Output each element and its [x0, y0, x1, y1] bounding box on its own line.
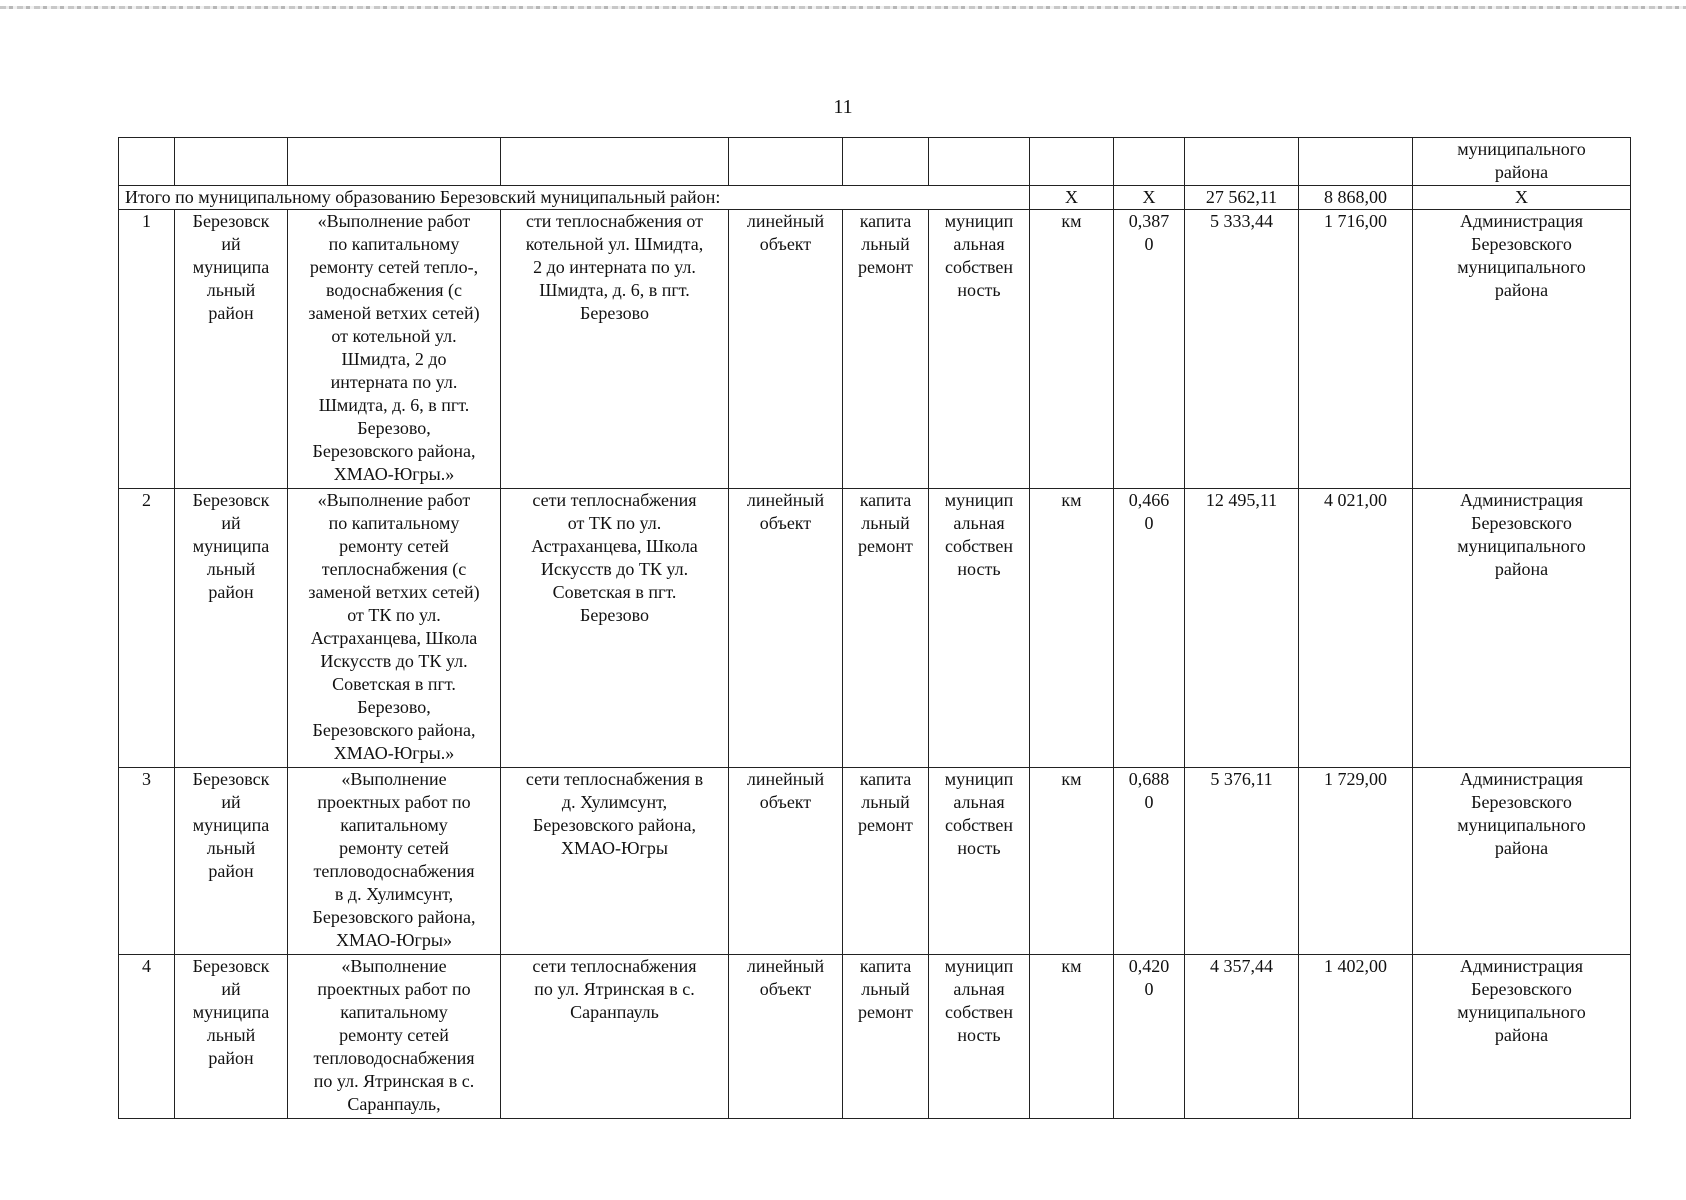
cell-object-name-line: д. Хулимсунт, — [561, 792, 668, 812]
cell-object-name-line: 2 до интерната по ул. — [533, 257, 696, 277]
cell-work-description-line: ХМАО-Югры.» — [333, 743, 455, 763]
cell-work-description-line: интерната по ул. — [330, 372, 458, 392]
scan-edge-artifact — [0, 6, 1686, 9]
cell-work-description-line: от котельной ул. — [331, 326, 457, 346]
cell-object-name — [501, 210, 729, 489]
cell-organization-line: района — [1494, 280, 1549, 300]
cell-work-description-line: Саранпауль, — [347, 1094, 441, 1114]
cell-work-description-line: «Выполнение — [341, 956, 447, 976]
cell-ownership — [929, 955, 1030, 1119]
cell-organization-line: Администрация — [1459, 490, 1584, 510]
cell-unit: км — [1030, 768, 1114, 955]
cell-cost: 4 357,44 — [1185, 955, 1299, 1119]
cell-work-type-line: капита — [859, 490, 912, 510]
cell-work-type-line: льный — [861, 792, 910, 812]
continuation-org-line: района — [1494, 162, 1549, 182]
cell-district-line: район — [208, 1048, 254, 1068]
cell-ownership-line: муницип — [944, 211, 1014, 231]
cell-unit: км — [1030, 489, 1114, 768]
cell-number: 4 — [119, 955, 175, 1119]
cell-object-type-line: линейный — [746, 490, 825, 510]
cell-work-description-line: «Выполнение работ — [317, 211, 471, 231]
cell-organization-line: района — [1494, 1025, 1549, 1045]
cell-empty — [119, 138, 175, 186]
cell-work-type-line: ремонт — [858, 1002, 913, 1022]
cell-number: 3 — [119, 768, 175, 955]
cell-quantity-line: 0,387 — [1128, 211, 1170, 231]
cell-empty — [1299, 138, 1413, 186]
cell-empty — [501, 138, 729, 186]
cell-organization-line: муниципального — [1457, 536, 1586, 556]
cell-work-type — [843, 489, 929, 768]
cell-district-line: льный — [206, 559, 256, 579]
cell-organization — [1413, 955, 1631, 1119]
cell-ownership-line: альная — [953, 979, 1005, 999]
cell-funding: 1 402,00 — [1299, 955, 1413, 1119]
table-row — [119, 210, 1631, 489]
cell-ownership — [929, 210, 1030, 489]
table-row — [119, 768, 1631, 955]
cell-object-type-line: объект — [759, 979, 812, 999]
cell-object-name — [501, 768, 729, 955]
cell-object-name-line: ХМАО-Югры — [560, 838, 669, 858]
cell-ownership-line: собствен — [944, 1002, 1014, 1022]
table-row — [119, 955, 1631, 1119]
cell-district-line: ий — [221, 979, 241, 999]
cell-empty — [729, 138, 843, 186]
cell-cost: 5 376,11 — [1185, 768, 1299, 955]
cell-object-name — [501, 955, 729, 1119]
cell-object-type-line: линейный — [746, 956, 825, 976]
cell-unit: км — [1030, 210, 1114, 489]
cell-ownership-line: альная — [953, 792, 1005, 812]
cell-work-description-line: ремонту сетей — [339, 536, 449, 556]
cell-ownership-line: ность — [957, 280, 1001, 300]
total-unit: X — [1030, 186, 1114, 210]
cell-work-description-line: от ТК по ул. — [347, 605, 441, 625]
cell-work-description-line: капитальному — [340, 1002, 448, 1022]
cell-work-description-line: Березовского района, — [312, 720, 476, 740]
cell-object-type-line: линейный — [746, 769, 825, 789]
cell-ownership-line: собствен — [944, 536, 1014, 556]
cell-work-description-line: «Выполнение работ — [317, 490, 471, 510]
cell-district-line: льный — [206, 280, 256, 300]
cell-organization-line: Администрация — [1459, 956, 1584, 976]
cell-object-name-line: Шмидта, д. 6, в пгт. — [539, 280, 690, 300]
cell-object-name-line: Астраханцева, Школа — [531, 536, 698, 556]
cell-object-name-line: сети теплоснабжения в — [525, 769, 704, 789]
cell-work-description-line: водоснабжения (с — [325, 280, 462, 300]
cell-object-name-line: Березовского района, — [533, 815, 696, 835]
cell-work-description — [288, 768, 501, 955]
cell-organization-line: муниципального — [1457, 815, 1586, 835]
cell-ownership-line: муницип — [944, 956, 1014, 976]
cell-object-name-line: от ТК по ул. — [567, 513, 662, 533]
cell-empty — [1114, 138, 1185, 186]
cell-ownership-line: ность — [957, 559, 1001, 579]
cell-object-type-line: линейный — [746, 211, 825, 231]
continuation-row — [119, 138, 1631, 186]
cell-empty — [288, 138, 501, 186]
cell-ownership-line: альная — [953, 234, 1005, 254]
cell-work-type — [843, 768, 929, 955]
cell-district-line: льный — [206, 838, 256, 858]
cell-ownership-line: ность — [957, 838, 1001, 858]
cell-district-line: муниципа — [192, 257, 270, 277]
cell-work-type-line: льный — [861, 513, 910, 533]
cell-funding: 1 729,00 — [1299, 768, 1413, 955]
cell-empty — [175, 138, 288, 186]
cell-organization-line: Березовского — [1471, 979, 1572, 999]
cell-quantity-line: 0,688 — [1128, 769, 1170, 789]
total-qty: X — [1114, 186, 1185, 210]
cell-object-name-line: по ул. Ятринская в с. — [534, 979, 695, 999]
cell-work-type — [843, 210, 929, 489]
cell-district — [175, 768, 288, 955]
cell-work-description-line: Искусств до ТК ул. — [320, 651, 468, 671]
cell-empty — [843, 138, 929, 186]
page-number: 11 — [833, 96, 853, 118]
cell-unit: км — [1030, 955, 1114, 1119]
cell-ownership-line: муницип — [944, 490, 1014, 510]
cell-work-type-line: капита — [859, 769, 912, 789]
cell-district-line: муниципа — [192, 815, 270, 835]
continuation-org-line: муниципального — [1457, 139, 1586, 159]
cell-quantity — [1114, 768, 1185, 955]
cell-funding: 4 021,00 — [1299, 489, 1413, 768]
cell-work-description-line: ХМАО-Югры» — [335, 930, 453, 950]
cell-cost: 5 333,44 — [1185, 210, 1299, 489]
cell-district-line: Березовск — [192, 769, 270, 789]
cell-object-type — [729, 489, 843, 768]
cell-district — [175, 955, 288, 1119]
cell-organization — [1413, 489, 1631, 768]
cell-ownership-line: муницип — [944, 769, 1014, 789]
cell-organization-line: района — [1494, 838, 1549, 858]
cell-work-description-line: по капитальному — [328, 234, 460, 254]
cell-organization-line: Березовского — [1471, 513, 1572, 533]
cell-work-description-line: заменой ветхих сетей) — [308, 303, 480, 323]
cell-work-description-line: теплоснабжения (с — [321, 559, 467, 579]
cell-work-description-line: «Выполнение — [341, 769, 447, 789]
cell-object-type — [729, 210, 843, 489]
cell-work-description-line: тепловодоснабжения — [313, 1048, 475, 1068]
cell-cost: 12 495,11 — [1185, 489, 1299, 768]
cell-district-line: район — [208, 861, 254, 881]
cell-district-line: муниципа — [192, 1002, 270, 1022]
cell-empty — [929, 138, 1030, 186]
cell-work-description-line: проектных работ по — [317, 792, 471, 812]
cell-district — [175, 210, 288, 489]
cell-ownership-line: собствен — [944, 257, 1014, 277]
cell-quantity — [1114, 210, 1185, 489]
cell-work-type-line: капита — [859, 211, 912, 231]
cell-work-description-line: ремонту сетей — [339, 838, 449, 858]
cell-work-type-line: ремонт — [858, 815, 913, 835]
cell-object-type-line: объект — [759, 234, 812, 254]
cell-district-line: район — [208, 303, 254, 323]
cell-organization — [1413, 210, 1631, 489]
cell-object-name-line: Саранпауль — [570, 1002, 659, 1022]
cell-empty — [1185, 138, 1299, 186]
total-cost: 27 562,11 — [1185, 186, 1299, 210]
cell-work-type-line: льный — [861, 234, 910, 254]
register-table — [118, 137, 1631, 1119]
cell-object-name — [501, 489, 729, 768]
cell-object-type-line: объект — [759, 513, 812, 533]
cell-work-description-line: капитальному — [340, 815, 448, 835]
cell-object-name-line: Березово — [580, 303, 649, 323]
cell-work-description-line: по капитальному — [328, 513, 460, 533]
cell-work-description-line: тепловодоснабжения — [313, 861, 475, 881]
cell-object-type — [729, 955, 843, 1119]
cell-quantity-line: 0,420 — [1128, 956, 1170, 976]
cell-ownership — [929, 768, 1030, 955]
cell-object-name-line: Искусств до ТК ул. — [540, 559, 689, 579]
total-funding: 8 868,00 — [1299, 186, 1413, 210]
total-row — [119, 186, 1631, 210]
cell-work-type-line: ремонт — [858, 536, 913, 556]
cell-organization-line: муниципального — [1457, 257, 1586, 277]
cell-work-description — [288, 489, 501, 768]
cell-work-description-line: ремонту сетей тепло-, — [309, 257, 479, 277]
cell-object-name-line: Советская в пгт. — [552, 582, 677, 602]
cell-quantity-line: 0 — [1144, 792, 1154, 812]
total-org: X — [1413, 186, 1631, 210]
cell-work-description — [288, 955, 501, 1119]
cell-empty — [1030, 138, 1114, 186]
cell-district — [175, 489, 288, 768]
cell-object-name-line: Березово — [580, 605, 649, 625]
cell-work-description-line: Березово, — [357, 418, 431, 438]
cell-work-description-line: проектных работ по — [317, 979, 471, 999]
cell-quantity-line: 0 — [1144, 513, 1154, 533]
cell-quantity-line: 0 — [1144, 979, 1154, 999]
cell-organization — [1413, 768, 1631, 955]
cell-quantity — [1114, 489, 1185, 768]
cell-work-type — [843, 955, 929, 1119]
cell-work-description-line: по ул. Ятринская в с. — [313, 1071, 475, 1091]
cell-district-line: Березовск — [192, 956, 270, 976]
cell-organization-line: Березовского — [1471, 234, 1572, 254]
total-label: Итого по муниципальному образованию Березовский муниципальный район: — [119, 186, 1030, 210]
cell-object-name-line: котельной ул. Шмидта, — [525, 234, 704, 254]
cell-work-type-line: капита — [859, 956, 912, 976]
cell-ownership-line: собствен — [944, 815, 1014, 835]
cell-work-description-line: Советская в пгт. — [332, 674, 456, 694]
cell-organization-line: района — [1494, 559, 1549, 579]
cell-work-description-line: Шмидта, 2 до — [341, 349, 447, 369]
cell-object-name-line: сети теплоснабжения — [532, 490, 697, 510]
cell-number: 2 — [119, 489, 175, 768]
cell-work-description-line: Березовского района, — [312, 907, 476, 927]
cell-ownership-line: альная — [953, 513, 1005, 533]
cell-district-line: район — [208, 582, 254, 602]
cell-work-description-line: Астраханцева, Школа — [310, 628, 478, 648]
cell-district-line: ий — [221, 234, 241, 254]
cell-work-description — [288, 210, 501, 489]
cell-district-line: льный — [206, 1025, 256, 1045]
cell-work-type-line: льный — [861, 979, 910, 999]
cell-district-line: Березовск — [192, 211, 270, 231]
cell-work-description-line: ремонту сетей — [339, 1025, 449, 1045]
cell-quantity-line: 0,466 — [1128, 490, 1170, 510]
cell-ownership — [929, 489, 1030, 768]
continuation-org-cell — [1413, 138, 1631, 186]
cell-organization-line: Березовского — [1471, 792, 1572, 812]
table-row — [119, 489, 1631, 768]
cell-ownership-line: ность — [957, 1025, 1001, 1045]
cell-work-type-line: ремонт — [858, 257, 913, 277]
cell-funding: 1 716,00 — [1299, 210, 1413, 489]
cell-object-type-line: объект — [759, 792, 812, 812]
cell-work-description-line: Березово, — [357, 697, 431, 717]
cell-organization-line: муниципального — [1457, 1002, 1586, 1022]
cell-district-line: муниципа — [192, 536, 270, 556]
cell-quantity — [1114, 955, 1185, 1119]
cell-district-line: ий — [221, 792, 241, 812]
cell-work-description-line: Березовского района, — [312, 441, 476, 461]
cell-object-type — [729, 768, 843, 955]
cell-work-description-line: ХМАО-Югры.» — [333, 464, 455, 484]
cell-work-description-line: Шмидта, д. 6, в пгт. — [318, 395, 470, 415]
cell-quantity-line: 0 — [1144, 234, 1154, 254]
cell-object-name-line: сети теплоснабжения — [532, 956, 697, 976]
cell-object-name-line: сти теплоснабжения от — [525, 211, 704, 231]
cell-work-description-line: в д. Хулимсунт, — [334, 884, 454, 904]
cell-organization-line: Администрация — [1459, 769, 1584, 789]
cell-organization-line: Администрация — [1459, 211, 1584, 231]
cell-district-line: Березовск — [192, 490, 270, 510]
cell-work-description-line: заменой ветхих сетей) — [308, 582, 480, 602]
cell-number: 1 — [119, 210, 175, 489]
cell-district-line: ий — [221, 513, 241, 533]
